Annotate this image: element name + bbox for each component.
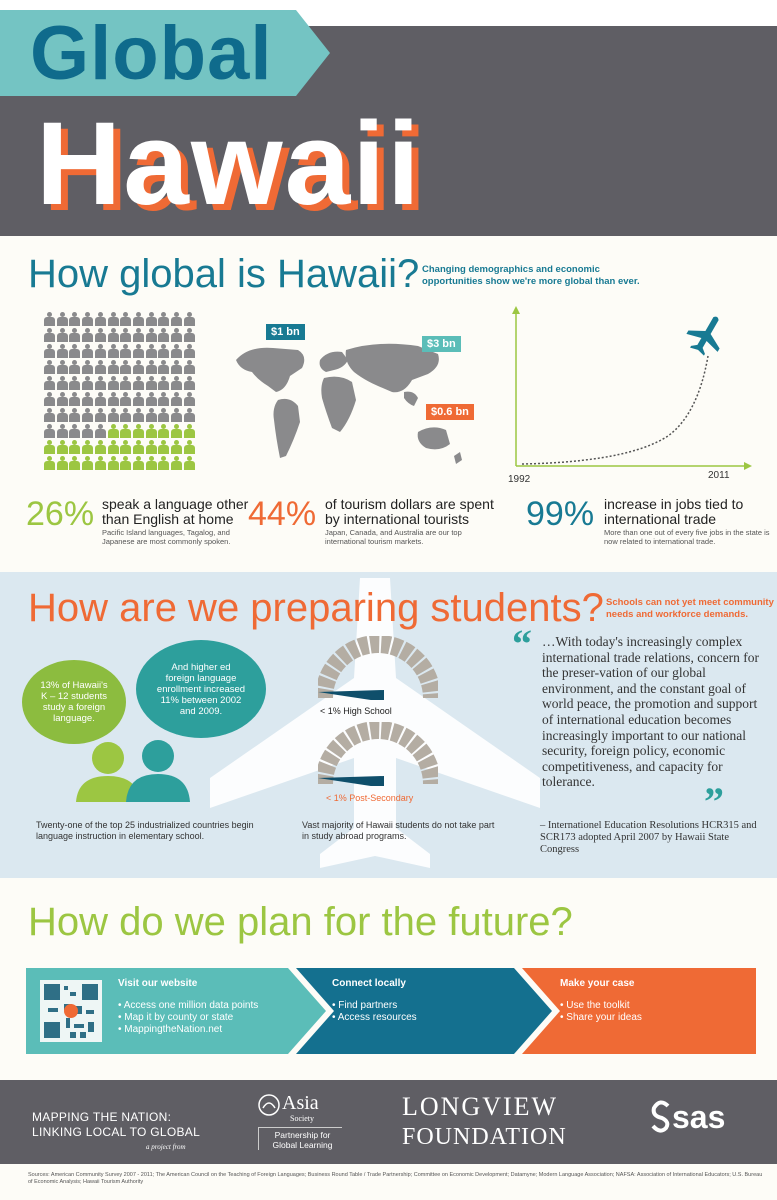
person-icon xyxy=(44,456,55,470)
person-icon xyxy=(171,440,182,454)
person-icon xyxy=(171,408,182,422)
person-icon xyxy=(57,408,68,422)
hawaii-title: Hawaii xyxy=(36,98,422,230)
global-ribbon-tail xyxy=(296,10,330,96)
project-from: a project from xyxy=(146,1143,186,1151)
section1-subtitle: Changing demographics and economic opportunities show we're more global than ever. xyxy=(422,264,640,287)
person-icon xyxy=(108,408,119,422)
quote-attribution: – Internationel Education Resolutions HCR315 and SCR173 adopted April 2007 by Hawaii State Congress xyxy=(540,820,757,855)
bubble-higher-ed: And higher ed foreign language enrollment increased 11% between 2002 and 2009. xyxy=(136,640,266,738)
step3-list xyxy=(560,1000,642,1024)
step2-list xyxy=(332,1000,417,1024)
quote-open-icon: “ xyxy=(512,621,532,666)
mapping-nation-line1: MAPPING THE NATION: xyxy=(32,1110,172,1124)
person-icon xyxy=(95,360,106,374)
person-icon xyxy=(57,440,68,454)
person-icon xyxy=(82,392,93,406)
person-icon xyxy=(44,344,55,358)
step1-list xyxy=(118,1000,258,1036)
person-icon xyxy=(184,376,195,390)
caption-study-abroad: Vast majority of Hawaii students do not take part in study abroad programs. xyxy=(302,820,495,841)
person-icon xyxy=(108,360,119,374)
step-visit-website[interactable] xyxy=(118,970,278,1052)
asia-society-name: Asia xyxy=(282,1092,319,1114)
qr-code-icon[interactable] xyxy=(40,980,102,1042)
stat-26-text: speak a language other than English at home xyxy=(102,496,249,527)
person-icon xyxy=(184,408,195,422)
step3-heading: Make your case xyxy=(560,978,635,989)
step3-item: • Use the toolkit xyxy=(560,1000,642,1012)
trend-graph xyxy=(508,306,754,491)
person-icon xyxy=(133,344,144,358)
person-icon xyxy=(69,408,80,422)
person-icon xyxy=(57,424,68,438)
person-icon xyxy=(95,440,106,454)
person-icon xyxy=(158,456,169,470)
person-icon xyxy=(69,360,80,374)
sas-logo-icon xyxy=(650,1100,672,1134)
step2-item: • Access resources xyxy=(332,1012,417,1024)
person-icon xyxy=(44,440,55,454)
step-connect-locally[interactable] xyxy=(332,970,492,1052)
quote-close-icon: ” xyxy=(704,779,724,824)
person-icon xyxy=(146,456,157,470)
person-icon xyxy=(171,360,182,374)
person-icon xyxy=(82,344,93,358)
trend-start-year: 1992 xyxy=(508,474,531,485)
person-icon xyxy=(171,456,182,470)
gauge-high-school-label: < 1% High School xyxy=(320,706,392,716)
person-icon xyxy=(108,440,119,454)
sas-logo-text: sas xyxy=(672,1099,726,1135)
airplane-icon xyxy=(681,308,732,361)
person-icon xyxy=(171,344,182,358)
person-icon xyxy=(120,312,131,326)
person-icon xyxy=(133,408,144,422)
mapping-nation-line2: LINKING LOCAL TO GLOBAL xyxy=(32,1125,201,1139)
person-icon xyxy=(69,440,80,454)
person-icon xyxy=(146,376,157,390)
person-icon xyxy=(184,424,195,438)
person-icon xyxy=(133,360,144,374)
quote-text: …With today's increasingly complex international trade relations, concern for the preser-vation of our global environment, and the constant goal of world peace, the promotion and support of international education becomes increasingly important to our national security, foreign policy, economic competitiveness, and capacity for tolerance. xyxy=(542,634,760,790)
person-icon xyxy=(69,424,80,438)
person-icon xyxy=(108,328,119,342)
person-icon xyxy=(44,392,55,406)
stat-44-text: of tourism dollars are spent by international tourists xyxy=(325,496,494,527)
person-icon xyxy=(69,344,80,358)
person-icon xyxy=(57,376,68,390)
step2-heading: Connect locally xyxy=(332,978,406,989)
step1-item: • Access one million data points xyxy=(118,1000,258,1012)
gauge-post-secondary-icon xyxy=(318,722,438,786)
stat-44-value: 44% xyxy=(248,495,317,533)
person-icon xyxy=(158,360,169,374)
step1-heading: Visit our website xyxy=(118,978,198,989)
stat-99-text: increase in jobs tied to international trade xyxy=(604,496,744,527)
person-icon xyxy=(44,312,55,326)
person-icon xyxy=(184,392,195,406)
bubble-k12: 13% of Hawaii's K – 12 students study a foreign language. xyxy=(22,660,126,744)
person-icon xyxy=(158,376,169,390)
person-icon xyxy=(82,312,93,326)
person-icon xyxy=(158,344,169,358)
stat-99-note: More than one out of every five jobs in the state is now related to international trade. xyxy=(604,528,770,546)
person-icon xyxy=(146,440,157,454)
person-icon xyxy=(95,376,106,390)
gauge-post-secondary-label: < 1% Post-Secondary xyxy=(326,793,414,803)
person-icon xyxy=(57,328,68,342)
person-icon xyxy=(108,424,119,438)
person-icon xyxy=(44,360,55,374)
person-icon xyxy=(158,312,169,326)
person-icon xyxy=(146,312,157,326)
person-icon xyxy=(146,328,157,342)
step2-item: • Find partners xyxy=(332,1000,417,1012)
person-icon xyxy=(120,376,131,390)
person-icon xyxy=(171,328,182,342)
map-flag-australia: $0.6 bn xyxy=(426,404,474,420)
person-icon xyxy=(158,408,169,422)
person-icon xyxy=(44,328,55,342)
person-icon xyxy=(69,456,80,470)
person-icon xyxy=(184,328,195,342)
person-icon xyxy=(146,424,157,438)
person-icon xyxy=(184,456,195,470)
asia-society-tagline: Partnership for Global Learning xyxy=(258,1127,342,1150)
person-icon xyxy=(108,456,119,470)
person-icon xyxy=(82,376,93,390)
longview-line1: LONGVIEW xyxy=(402,1092,559,1121)
caption-language-instruction: Twenty-one of the top 25 industrialized countries begin language instruction in elementary school. xyxy=(36,820,254,841)
person-icon xyxy=(120,424,131,438)
person-icon xyxy=(184,440,195,454)
person-icon xyxy=(146,344,157,358)
person-icon xyxy=(82,408,93,422)
person-icon xyxy=(133,328,144,342)
person-icon xyxy=(120,408,131,422)
person-icon xyxy=(171,424,182,438)
global-title: Global xyxy=(30,11,273,96)
person-icon xyxy=(184,360,195,374)
section2-title: How are we preparing students? xyxy=(28,586,604,630)
person-icon xyxy=(171,392,182,406)
person-icon xyxy=(95,424,106,438)
person-icon xyxy=(171,376,182,390)
person-icon xyxy=(120,392,131,406)
person-icon xyxy=(82,424,93,438)
person-icon xyxy=(82,328,93,342)
person-icon xyxy=(108,376,119,390)
asia-society-logo-icon xyxy=(258,1094,280,1116)
section2-subtitle: Schools can not yet meet community needs and workforce demands. xyxy=(606,597,774,620)
person-icon xyxy=(133,424,144,438)
person-icon xyxy=(57,344,68,358)
person-icon xyxy=(120,456,131,470)
person-icon xyxy=(95,344,106,358)
person-icon xyxy=(158,440,169,454)
step-make-your-case[interactable] xyxy=(560,970,720,1052)
people-icon-grid xyxy=(44,312,196,472)
section3-title: How do we plan for the future? xyxy=(28,900,573,944)
person-icon xyxy=(57,456,68,470)
person-icon xyxy=(69,376,80,390)
person-icon xyxy=(69,328,80,342)
person-icon xyxy=(120,360,131,374)
person-icon xyxy=(108,344,119,358)
stat-26-value: 26% xyxy=(26,495,95,533)
person-icon xyxy=(120,328,131,342)
person-icon xyxy=(44,408,55,422)
step3-item: • Share your ideas xyxy=(560,1012,642,1024)
person-icon xyxy=(120,344,131,358)
person-icon xyxy=(158,328,169,342)
person-icon xyxy=(95,328,106,342)
person-icon xyxy=(133,312,144,326)
stat-44-note: Japan, Canada, and Australia are our top international tourism markets. xyxy=(325,528,462,546)
students-icon xyxy=(70,740,210,802)
person-icon xyxy=(44,424,55,438)
person-icon xyxy=(44,376,55,390)
person-icon xyxy=(158,392,169,406)
person-icon xyxy=(133,392,144,406)
footer xyxy=(0,1080,777,1164)
person-icon xyxy=(146,392,157,406)
step1-link[interactable]: • MappingtheNation.net xyxy=(118,1024,258,1036)
person-icon xyxy=(133,456,144,470)
map-flag-japan: $3 bn xyxy=(422,336,461,352)
person-icon xyxy=(57,360,68,374)
person-icon xyxy=(146,408,157,422)
person-icon xyxy=(95,408,106,422)
person-icon xyxy=(95,392,106,406)
map-flag-north-america: $1 bn xyxy=(266,324,305,340)
person-icon xyxy=(108,392,119,406)
stat-26-note: Pacific Island languages, Tagalog, and Japanese are most commonly spoken. xyxy=(102,528,231,546)
person-icon xyxy=(184,344,195,358)
person-icon xyxy=(82,360,93,374)
section1-title: How global is Hawaii? xyxy=(28,252,420,296)
person-icon xyxy=(95,312,106,326)
person-icon xyxy=(171,312,182,326)
asia-society-word: Society xyxy=(290,1114,314,1123)
sources-footnote: Sources: American Community Survey 2007 - 2011; The American Council on the Teaching of Foreign Languages; Business Round Table / Trade Partnership; Committee on Economic Development; Datamyne; Modern Language Association; NAFSA: Association of International Educators; U.S. Bureau of Economic Analysis; Hawaii Tourism Authority xyxy=(28,1172,763,1185)
longview-line2: FOUNDATION xyxy=(402,1124,567,1150)
step1-item: • Map it by county or state xyxy=(118,1012,258,1024)
person-icon xyxy=(69,392,80,406)
person-icon xyxy=(133,440,144,454)
person-icon xyxy=(95,456,106,470)
gauge-high-school-icon xyxy=(318,636,438,700)
trend-graph-svg xyxy=(508,306,754,491)
person-icon xyxy=(184,312,195,326)
person-icon xyxy=(82,440,93,454)
person-icon xyxy=(57,392,68,406)
stat-99-value: 99% xyxy=(526,495,595,533)
world-map xyxy=(228,320,474,480)
person-icon xyxy=(158,424,169,438)
person-icon xyxy=(69,312,80,326)
person-icon xyxy=(108,312,119,326)
person-icon xyxy=(57,312,68,326)
person-icon xyxy=(82,456,93,470)
trend-end-year: 2011 xyxy=(708,470,730,481)
person-icon xyxy=(120,440,131,454)
person-icon xyxy=(133,376,144,390)
person-icon xyxy=(146,360,157,374)
